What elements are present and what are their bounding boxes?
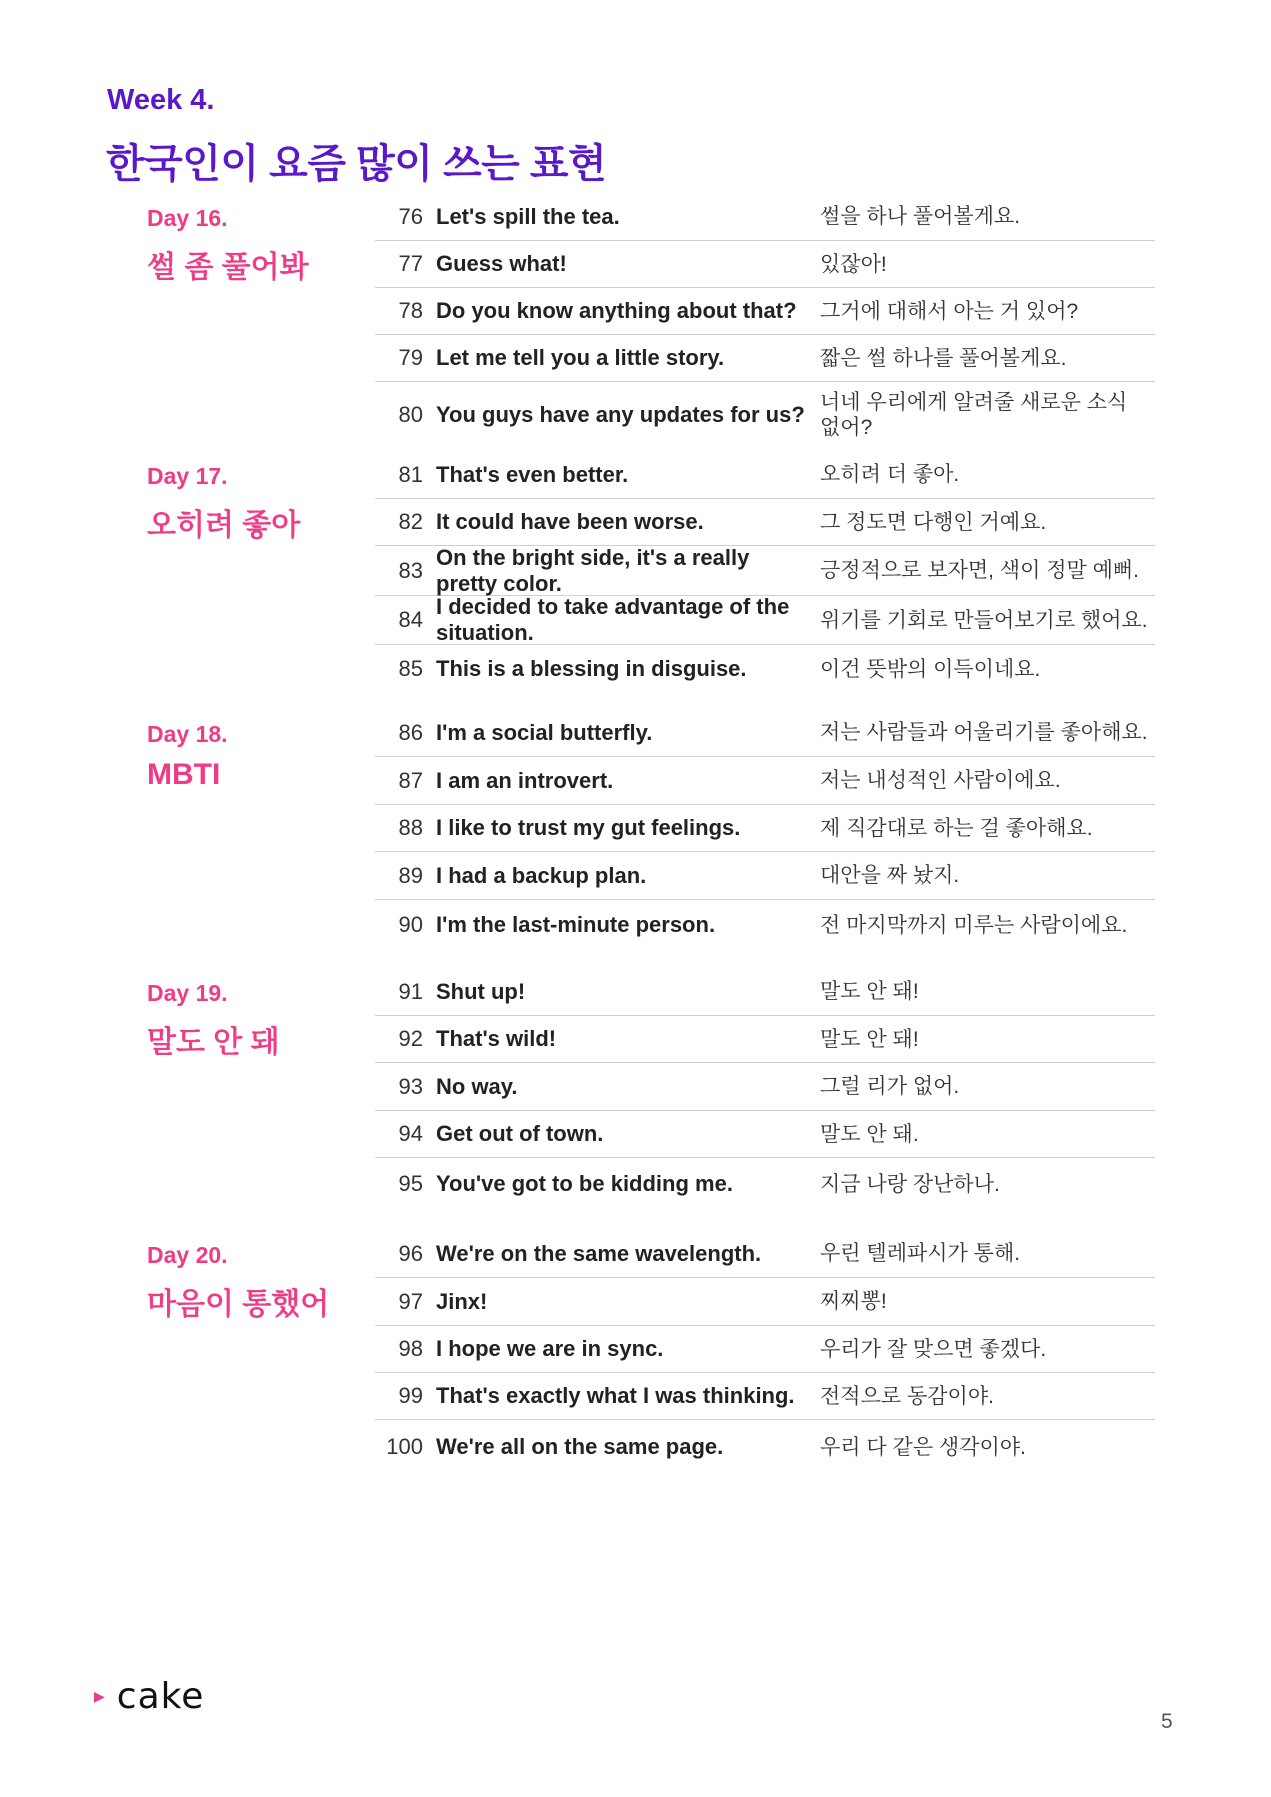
- korean-translation: 전 마지막까지 미루는 사람이에요.: [820, 913, 1128, 937]
- table-row: [375, 1420, 1155, 1474]
- expression-table: [375, 1230, 1155, 1474]
- korean-translation: 대안을 짜 놨지.: [820, 864, 960, 887]
- korean-translation: 우리가 잘 맞으면 좋겠다.: [820, 1337, 1047, 1361]
- day-subtitle: 말도 안 돼: [147, 1026, 280, 1059]
- row-number: 94: [398, 1121, 423, 1146]
- page-title: 한국인이 요즘 많이 쓰는 표현: [106, 142, 607, 186]
- english-expression: You guys have any updates for us?: [436, 402, 805, 427]
- day-label: Day 18.: [147, 721, 228, 747]
- row-number: 82: [398, 509, 423, 534]
- english-expression: Let's spill the tea.: [436, 203, 620, 229]
- row-number: 100: [386, 1434, 423, 1459]
- row-number: 85: [398, 656, 423, 681]
- english-expression: Get out of town.: [436, 1121, 604, 1146]
- table-row: [375, 709, 1155, 757]
- korean-translation: 우린 텔레파시가 통해.: [820, 1242, 1021, 1265]
- table-row: [375, 241, 1155, 288]
- english-expression: I hope we are in sync.: [436, 1336, 664, 1361]
- row-number: 80: [398, 402, 423, 427]
- day-subtitle: 오히려 좋아: [147, 509, 301, 542]
- korean-translation: 지금 나랑 장난하나.: [820, 1172, 1000, 1196]
- korean-translation: 너네 우리에게 알려줄 새로운 소식 없어?: [820, 391, 1128, 439]
- english-expression: No way.: [436, 1073, 518, 1099]
- expression-table: [375, 968, 1155, 1210]
- table-row: [375, 1158, 1155, 1210]
- korean-translation: 있잖아!: [820, 252, 887, 276]
- table-row: [375, 451, 1155, 499]
- row-number: 95: [398, 1171, 423, 1196]
- korean-translation: 말도 안 돼!: [820, 980, 919, 1003]
- day-label: Day 17.: [147, 463, 228, 489]
- row-number: 77: [398, 251, 423, 276]
- expression-table: [375, 193, 1155, 448]
- english-expression: Let me tell you a little story.: [436, 345, 725, 370]
- table-row: [375, 900, 1155, 950]
- english-expression: I'm the last-minute person.: [436, 912, 716, 937]
- table-row: [375, 288, 1155, 335]
- row-number: 76: [398, 203, 423, 229]
- table-row: [375, 335, 1155, 382]
- expression-table: [375, 709, 1155, 950]
- korean-translation: 긍정적으로 보자면, 색이 정말 예뻐.: [820, 559, 1140, 582]
- table-row: [375, 596, 1155, 645]
- row-number: 86: [398, 719, 423, 745]
- korean-translation: 그럴 리가 없어.: [820, 1075, 960, 1098]
- korean-translation: 썰을 하나 풀어볼게요.: [820, 205, 1021, 228]
- row-number: 84: [398, 607, 423, 632]
- cake-logo: [94, 1676, 204, 1717]
- table-row: [375, 1111, 1155, 1158]
- row-number: 92: [398, 1026, 423, 1051]
- row-number: 81: [398, 461, 423, 487]
- english-expression: That's wild!: [436, 1026, 557, 1051]
- table-row: [375, 757, 1155, 805]
- logo-text: cake: [116, 1676, 205, 1717]
- korean-translation: 말도 안 돼.: [820, 1122, 919, 1146]
- table-row: [375, 546, 1155, 596]
- play-triangle-icon: ▶: [94, 1688, 105, 1704]
- row-number: 79: [398, 345, 423, 370]
- table-row: [375, 1326, 1155, 1373]
- korean-translation: 전적으로 동감이야.: [820, 1384, 994, 1408]
- table-row: [375, 852, 1155, 900]
- korean-translation: 짧은 썰 하나를 풀어볼게요.: [820, 346, 1067, 370]
- table-row: [375, 1278, 1155, 1326]
- korean-translation: 그거에 대해서 아는 거 있어?: [820, 299, 1079, 323]
- row-number: 87: [398, 767, 423, 793]
- day-subtitle: 마음이 통했어: [147, 1288, 330, 1321]
- table-row: [375, 382, 1155, 448]
- korean-translation: 그 정도면 다행인 거예요.: [820, 510, 1047, 534]
- table-row: [375, 193, 1155, 241]
- english-expression: Shut up!: [436, 978, 526, 1004]
- english-expression: I am an introvert.: [436, 767, 614, 793]
- row-number: 98: [398, 1336, 423, 1361]
- table-row: [375, 805, 1155, 852]
- english-expression: Jinx!: [436, 1288, 488, 1314]
- english-expression: That's exactly what I was thinking.: [436, 1383, 795, 1408]
- english-expression: I'm a social butterfly.: [436, 719, 653, 745]
- table-row: [375, 1373, 1155, 1420]
- korean-translation: 우리 다 같은 생각이야.: [820, 1435, 1026, 1459]
- korean-translation: 저는 사람들과 어울리기를 좋아해요.: [820, 721, 1148, 744]
- english-expression: It could have been worse.: [436, 509, 704, 534]
- day-subtitle: 썰 좀 풀어봐: [147, 251, 309, 284]
- korean-translation: 저는 내성적인 사람이에요.: [820, 769, 1061, 792]
- row-number: 90: [398, 912, 423, 937]
- table-row: [375, 645, 1155, 693]
- row-number: 78: [398, 298, 423, 323]
- table-row: [375, 1016, 1155, 1063]
- english-expression: Do you know anything about that?: [436, 298, 797, 323]
- korean-translation: 제 직감대로 하는 걸 좋아해요.: [820, 816, 1093, 840]
- english-expression: I had a backup plan.: [436, 862, 647, 888]
- day-subtitle: MBTI: [147, 758, 221, 791]
- row-number: 91: [398, 978, 423, 1004]
- row-number: 96: [398, 1240, 423, 1266]
- table-row: [375, 499, 1155, 546]
- day-label: Day 19.: [147, 980, 228, 1006]
- day-label: Day 20.: [147, 1242, 228, 1268]
- row-number: 88: [398, 815, 423, 840]
- english-expression: On the bright side, it's a really pretty color.: [436, 544, 750, 596]
- english-expression: That's even better.: [436, 461, 629, 487]
- week-label: Week 4.: [107, 84, 215, 116]
- table-row: [375, 1230, 1155, 1278]
- page-number: 5: [1161, 1710, 1173, 1733]
- english-expression: This is a blessing in disguise.: [436, 656, 747, 681]
- korean-translation: 찌찌뽕!: [820, 1290, 887, 1313]
- korean-translation: 위기를 기회로 만들어보기로 했어요.: [820, 608, 1148, 632]
- row-number: 97: [398, 1288, 423, 1314]
- english-expression: We're all on the same page.: [436, 1434, 724, 1459]
- row-number: 99: [398, 1383, 423, 1408]
- english-expression: I like to trust my gut feelings.: [436, 815, 741, 840]
- day-label: Day 16.: [147, 205, 228, 231]
- english-expression: We're on the same wavelength.: [436, 1240, 762, 1266]
- table-row: [375, 1063, 1155, 1111]
- row-number: 83: [398, 557, 423, 583]
- english-expression: I decided to take advantage of the situation.: [436, 594, 790, 645]
- korean-translation: 말도 안 돼!: [820, 1027, 919, 1051]
- english-expression: You've got to be kidding me.: [436, 1171, 733, 1196]
- expression-table: [375, 451, 1155, 693]
- korean-translation: 이건 뜻밖의 이득이네요.: [820, 657, 1041, 681]
- table-row: [375, 968, 1155, 1016]
- row-number: 93: [398, 1073, 423, 1099]
- korean-translation: 오히려 더 좋아.: [820, 463, 960, 486]
- english-expression: Guess what!: [436, 251, 567, 276]
- row-number: 89: [398, 862, 423, 888]
